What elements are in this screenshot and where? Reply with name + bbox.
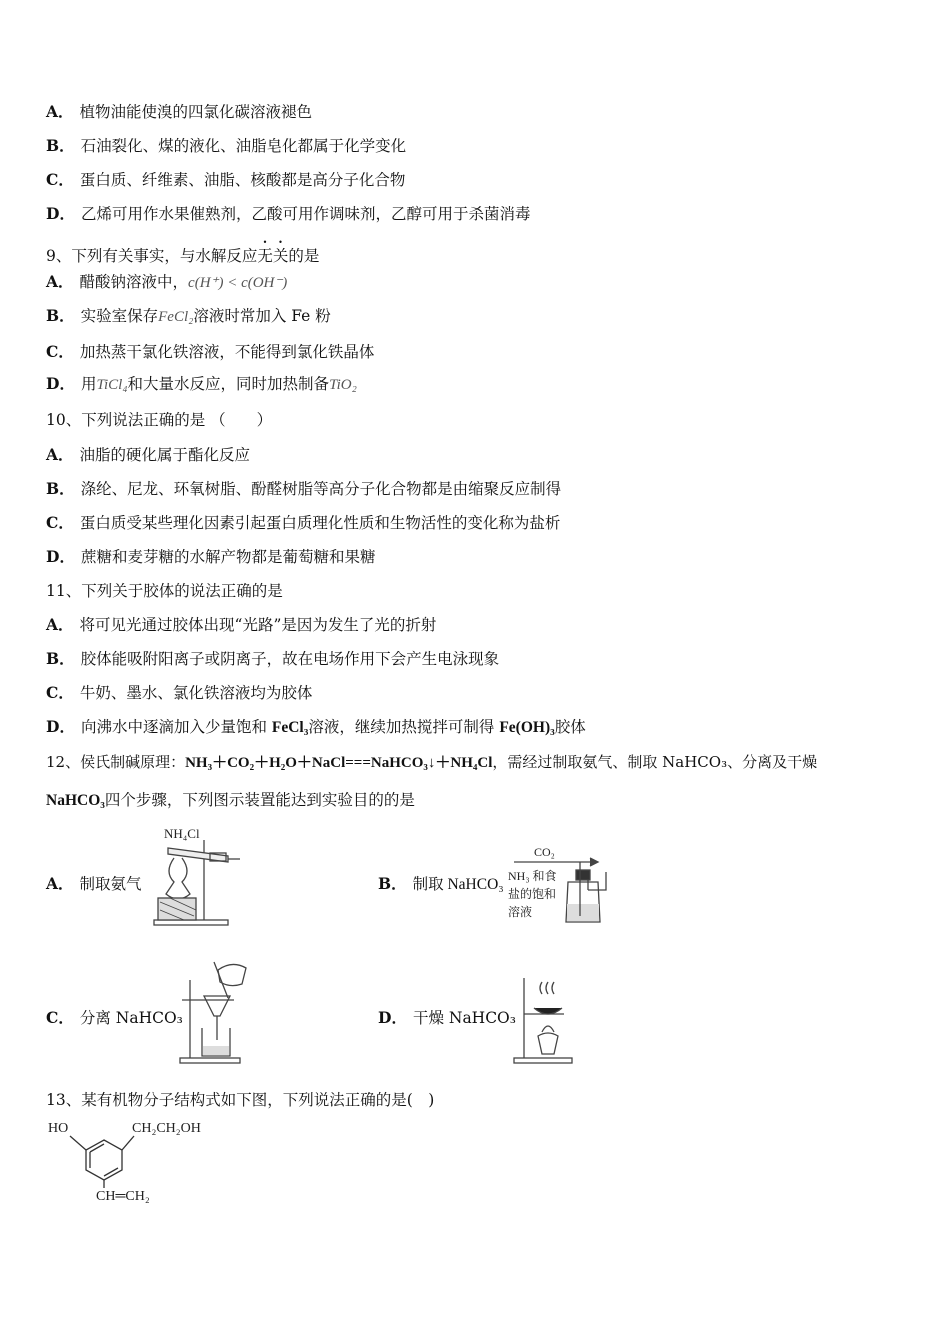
option-letter: C． (46, 170, 74, 189)
option-text: 涤纶、尼龙、环氧树脂、酚醛树脂等高分子化合物都是由缩聚反应制得 (80, 480, 562, 498)
q12-option-c (46, 1008, 183, 1028)
fig-b-solution-label-3: 溶液 (508, 905, 533, 919)
q12-option-d (378, 1008, 516, 1028)
liquid (567, 904, 599, 921)
flame-icon (542, 1026, 554, 1032)
stem-text: 12、侯氏制碱原理： (46, 753, 186, 771)
q11-option-d (46, 717, 586, 738)
q11-option-c (46, 683, 312, 703)
option-text-mid: 溶液，继续加热搅拌可制得 (308, 718, 500, 736)
q10-option-a (46, 445, 250, 465)
bond-to-ho (70, 1136, 86, 1150)
ring-double-bond (104, 1168, 118, 1176)
option-text-mid: 和大量水反应，同时加热制备 (127, 375, 330, 393)
option-text: 油脂的硬化属于酯化反应 (79, 446, 251, 464)
option-text: 制取 NaHCO₃ (412, 876, 504, 893)
option-letter: A． (46, 102, 74, 121)
steam-icon (540, 982, 554, 994)
option-text: 醋酸钠溶液中， (79, 273, 189, 291)
option-text: 牛奶、墨水、氯化铁溶液均为胶体 (79, 684, 313, 702)
q12-stem-line1 (46, 752, 817, 773)
option-text: 胶体能吸附阳离子或阴离子，故在电场作用下会产生电泳现象 (80, 650, 500, 668)
q12-option-b (378, 874, 504, 895)
fig-a-label: NH₄Cl (164, 826, 200, 841)
option-letter: C． (46, 1008, 74, 1027)
q10-option-b (46, 479, 561, 499)
option-letter: D． (46, 547, 75, 566)
q10-option-c (46, 513, 560, 533)
q9-option-d (46, 374, 357, 395)
apparatus-d-figure (508, 974, 580, 1064)
apparatus-c-figure (176, 958, 256, 1064)
q9-option-a (46, 272, 287, 293)
bond-to-chain (122, 1136, 134, 1150)
option-text: 制取氨气 (79, 875, 142, 893)
option-text: 蛋白质受某些理化因素引起蛋白质理化性质和生物活性的变化称为盐析 (79, 514, 561, 532)
q8-option-a (46, 102, 312, 122)
option-letter: B． (46, 649, 75, 668)
formula: TiO₂ (329, 377, 357, 393)
q9-option-b (46, 306, 331, 327)
q8-option-b (46, 136, 406, 156)
formula: TiCl₄ (96, 377, 128, 393)
fig-b-solution-label-1: NH₃ 和食 (508, 869, 557, 883)
option-letter: A． (46, 874, 74, 893)
stand-base (514, 1058, 572, 1063)
stem-emphasis: 无关 (257, 247, 289, 265)
option-letter: B． (46, 136, 75, 155)
stem-text: 四个步骤，下列图示装置能达到实验目的的是 (104, 791, 415, 809)
apparatus-b-figure (506, 842, 618, 926)
fig-b-gas-label: CO₂ (534, 845, 555, 859)
apparatus-a-figure (148, 822, 248, 928)
option-text: 实验室保存 (80, 307, 159, 325)
vinyl-label: CH═CH₂ (96, 1189, 150, 1204)
stand-base (180, 1058, 240, 1063)
option-text: 乙烯可用作水果催熟剂，乙酸可用作调味剂，乙醇可用于杀菌消毒 (80, 205, 531, 223)
option-text: 干燥 NaHCO₃ (412, 1009, 516, 1027)
option-text: 分离 NaHCO₃ (79, 1009, 183, 1027)
option-text: 用 (80, 375, 97, 393)
filtrate (203, 1046, 229, 1055)
evaporating-dish (534, 1008, 562, 1014)
molecule-structure-figure (44, 1116, 224, 1208)
flame (166, 858, 190, 899)
q9-stem (46, 238, 319, 266)
ethanol-chain-label: CH₂CH₂OH (132, 1121, 201, 1136)
stand-base (154, 920, 228, 925)
option-text: 蛋白质、纤维素、油脂、核酸都是高分子化合物 (79, 171, 406, 189)
option-letter: C． (46, 683, 74, 702)
outlet-bend (588, 872, 606, 890)
hydroxyl-label: HO (48, 1121, 69, 1136)
option-letter: A． (46, 272, 74, 291)
q9-option-c (46, 342, 374, 362)
chem-formula: Fe(OH)₃ (499, 719, 555, 736)
q11-stem: 11、下列关于胶体的说法正确的是 (46, 582, 283, 600)
fig-b-solution-label-2: 盐的饱和 (508, 887, 557, 901)
stem-text-end: 的是 (288, 247, 320, 265)
option-text-end: 胶体 (554, 718, 586, 736)
option-letter: D． (378, 1008, 407, 1027)
formula: c(H⁺) < c(OH⁻) (188, 275, 288, 291)
stopper (576, 870, 590, 880)
q10-option-d (46, 547, 375, 567)
option-text: 蔗糖和麦芽糖的水解产物都是葡萄糖和果糖 (80, 548, 376, 566)
option-letter: D． (46, 374, 75, 393)
arrow-head-icon (590, 858, 598, 866)
q12-stem-line2 (46, 790, 415, 811)
test-tube (168, 848, 228, 862)
option-letter: D． (46, 204, 75, 223)
q10-stem: 10、下列说法正确的是 （ ） (46, 411, 273, 429)
q12-option-a (46, 874, 142, 894)
chem-formula: NaHCO₃ (46, 792, 105, 809)
alcohol-lamp (538, 1033, 558, 1054)
option-letter: A． (46, 615, 74, 634)
benzene-ring (86, 1140, 122, 1180)
formula: FeCl₂ (158, 309, 194, 325)
q8-option-c (46, 170, 405, 190)
q13-stem: 13、某有机物分子结构式如下图，下列说法正确的是( ) (46, 1091, 435, 1109)
option-letter: B． (46, 479, 75, 498)
option-text: 石油裂化、煤的液化、油脂皂化都属于化学变化 (80, 137, 407, 155)
chem-formula: FeCl₃ (271, 719, 309, 736)
option-letter: B． (378, 874, 407, 893)
option-letter: D． (46, 717, 75, 736)
q8-option-d (46, 204, 530, 224)
q11-option-b (46, 649, 499, 669)
option-text: 向沸水中逐滴加入少量饱和 (80, 718, 272, 736)
stem-text: 9、下列有关事实，与水解反应 (46, 247, 258, 265)
ring-double-bond (90, 1144, 104, 1152)
option-letter: C． (46, 513, 74, 532)
option-letter: B． (46, 306, 75, 325)
stem-text-end: ，需经过制取氨气、制取 NaHCO₃、分离及干燥 (492, 753, 818, 771)
q11-option-a (46, 615, 436, 635)
funnel (204, 996, 230, 1016)
option-text: 将可见光通过胶体出现“光路”是因为发生了光的折射 (79, 616, 437, 634)
option-text-end: 溶液时常加入 Fe 粉 (193, 307, 331, 325)
equation: NH₃＋CO₂＋H₂O＋NaCl===NaHCO₃↓＋NH₄Cl (185, 755, 493, 771)
option-text: 加热蒸干氯化铁溶液，不能得到氯化铁晶体 (79, 343, 375, 361)
option-letter: A． (46, 445, 74, 464)
option-letter: C． (46, 342, 74, 361)
option-text: 植物油能使溴的四氯化碳溶液褪色 (79, 103, 313, 121)
